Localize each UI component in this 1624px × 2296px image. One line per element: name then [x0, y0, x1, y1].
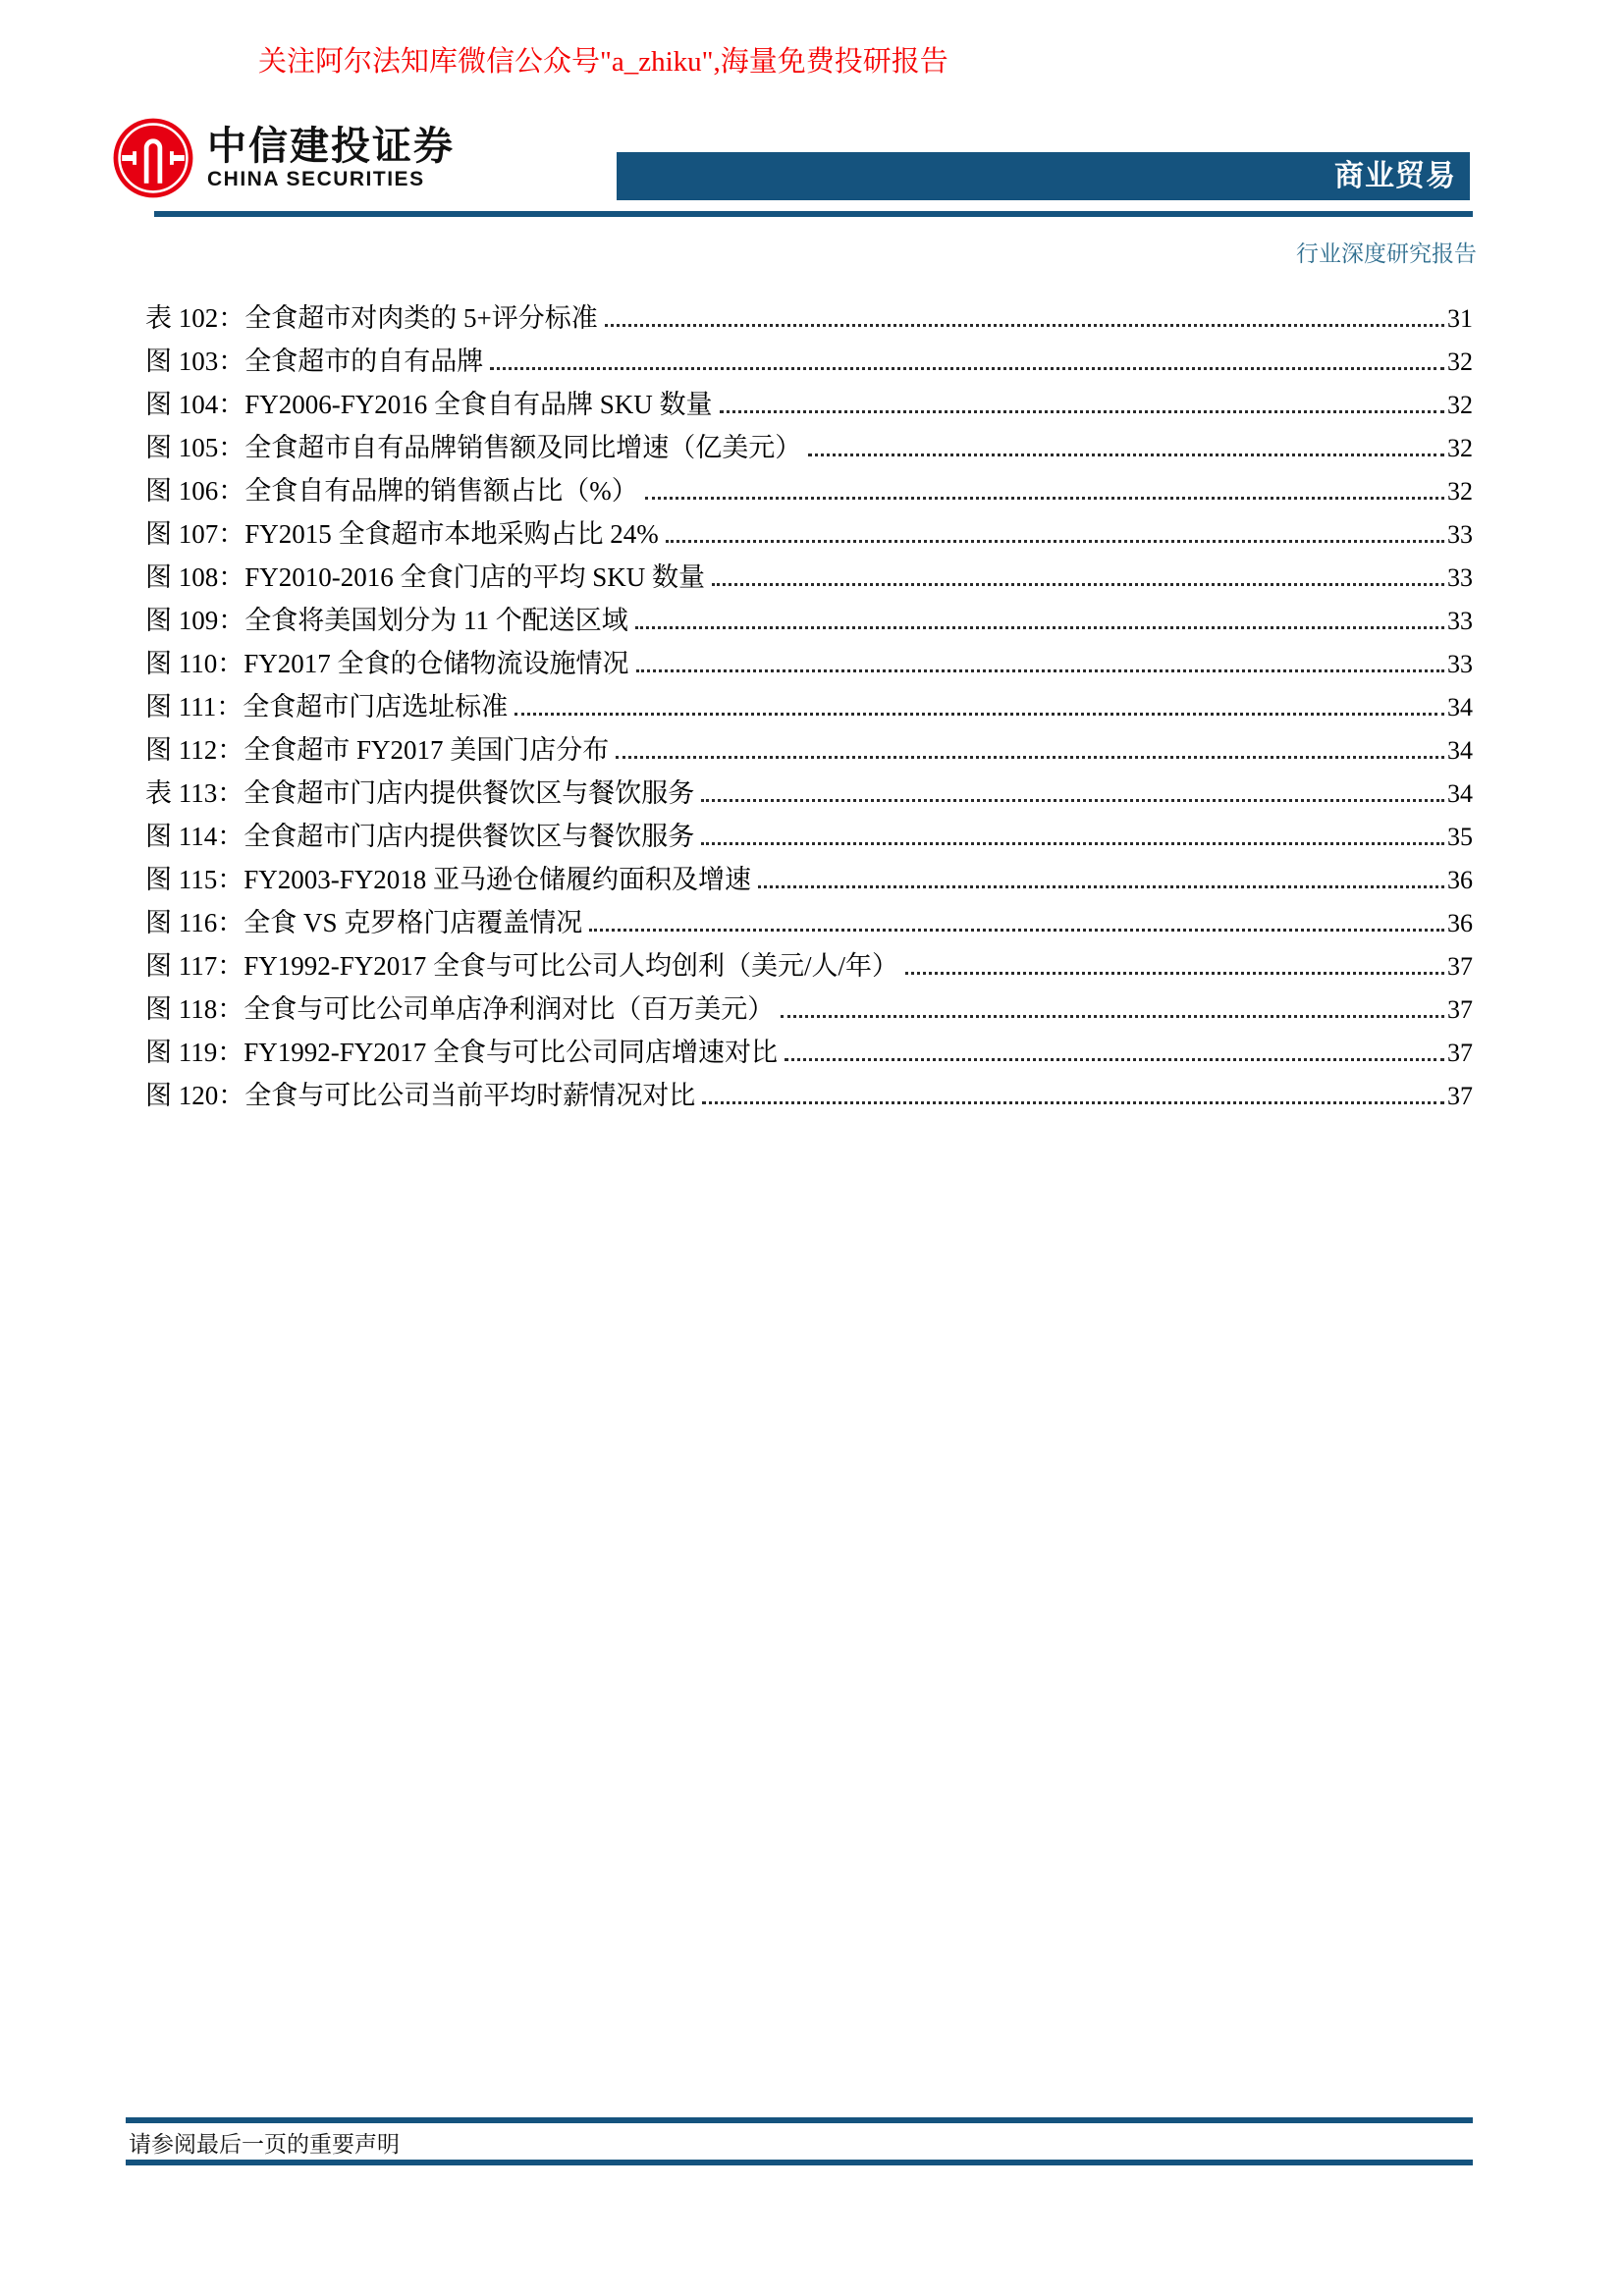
toc-leader-dots: [701, 842, 1444, 845]
toc-leader-dots: [666, 540, 1444, 543]
toc-entry[interactable]: [145, 426, 1473, 469]
toc-entry[interactable]: [145, 1074, 1473, 1117]
toc-entry[interactable]: [145, 988, 1473, 1031]
toc-entry[interactable]: [145, 858, 1473, 901]
company-name-en: CHINA SECURITIES: [207, 168, 425, 191]
toc-entry-page: 31: [1447, 304, 1473, 333]
table-of-contents: [145, 296, 1473, 1117]
toc-entry-label: 图 114：全食超市门店内提供餐饮区与餐饮服务: [145, 822, 695, 851]
toc-leader-dots: [785, 1058, 1444, 1061]
toc-entry[interactable]: [145, 383, 1473, 426]
toc-leader-dots: [781, 1015, 1444, 1018]
industry-category-bar: 商业贸易: [617, 152, 1470, 200]
company-name-cn: 中信建投证券: [207, 124, 455, 169]
toc-entry-page: 32: [1447, 391, 1473, 419]
toc-entry-label: 图 106：全食自有品牌的销售额占比（%）: [145, 476, 638, 506]
toc-leader-dots: [808, 454, 1444, 456]
toc-entry-label: 图 116：全食 VS 克罗格门店覆盖情况: [145, 908, 583, 937]
toc-entry-label: 图 103：全食超市的自有品牌: [145, 347, 484, 376]
toc-entry[interactable]: [145, 685, 1473, 728]
toc-entry-page: 37: [1447, 1082, 1473, 1110]
company-logo-text: [207, 125, 455, 190]
toc-leader-dots: [636, 669, 1444, 672]
toc-entry-label: 图 109：全食将美国划分为 11 个配送区域: [145, 606, 628, 635]
toc-entry-page: 33: [1447, 650, 1473, 678]
toc-leader-dots: [605, 324, 1444, 327]
toc-entry-page: 35: [1447, 823, 1473, 851]
toc-entry-page: 33: [1447, 563, 1473, 592]
toc-entry[interactable]: [145, 944, 1473, 988]
toc-entry-label: 图 112：全食超市 FY2017 美国门店分布: [145, 735, 610, 765]
toc-entry[interactable]: [145, 642, 1473, 685]
footer-divider-top: [126, 2117, 1473, 2123]
toc-leader-dots: [645, 497, 1444, 500]
toc-leader-dots: [589, 929, 1444, 932]
toc-entry-label: 图 120：全食与可比公司当前平均时薪情况对比: [145, 1081, 696, 1110]
toc-leader-dots: [758, 885, 1444, 888]
toc-entry-label: 表 113：全食超市门店内提供餐饮区与餐饮服务: [145, 778, 695, 808]
header-divider: [154, 211, 1473, 217]
toc-leader-dots: [514, 713, 1444, 716]
toc-entry-page: 34: [1447, 779, 1473, 808]
toc-entry[interactable]: [145, 815, 1473, 858]
toc-leader-dots: [702, 1101, 1444, 1104]
toc-entry-label: 图 107：FY2015 全食超市本地采购占比 24%: [145, 519, 659, 549]
toc-entry-page: 36: [1447, 866, 1473, 894]
toc-entry-label: 图 104：FY2006-FY2016 全食自有品牌 SKU 数量: [145, 390, 713, 419]
toc-entry-label: 图 117：FY1992-FY2017 全食与可比公司人均创利（美元/人/年）: [145, 951, 899, 981]
toc-entry[interactable]: [145, 1031, 1473, 1074]
toc-entry-page: 32: [1447, 347, 1473, 376]
toc-entry-page: 33: [1447, 607, 1473, 635]
toc-leader-dots: [616, 756, 1444, 759]
toc-entry[interactable]: [145, 512, 1473, 556]
toc-entry-page: 37: [1447, 1039, 1473, 1067]
toc-entry-label: 图 119：FY1992-FY2017 全食与可比公司同店增速对比: [145, 1038, 779, 1067]
toc-entry-label: 图 115：FY2003-FY2018 亚马逊仓储履约面积及增速: [145, 865, 752, 894]
toc-entry-page: 33: [1447, 520, 1473, 549]
toc-entry[interactable]: [145, 599, 1473, 642]
toc-entry[interactable]: [145, 772, 1473, 815]
toc-entry-label: 图 118：全食与可比公司单店净利润对比（百万美元）: [145, 994, 775, 1024]
company-logo-icon: [111, 116, 195, 200]
toc-entry-page: 32: [1447, 434, 1473, 462]
toc-leader-dots: [905, 972, 1444, 975]
toc-entry-label: 图 110：FY2017 全食的仓储物流设施情况: [145, 649, 629, 678]
toc-leader-dots: [701, 799, 1444, 802]
toc-leader-dots: [635, 626, 1444, 629]
footer-disclaimer: 请参阅最后一页的重要声明: [129, 2132, 400, 2157]
company-logo: [111, 116, 455, 200]
toc-entry[interactable]: [145, 728, 1473, 772]
toc-entry[interactable]: [145, 901, 1473, 944]
toc-entry-page: 37: [1447, 952, 1473, 981]
toc-leader-dots: [490, 367, 1444, 370]
footer-divider-bottom: [126, 2160, 1473, 2165]
toc-entry[interactable]: [145, 556, 1473, 599]
toc-entry-label: 图 111：全食超市门店选址标准: [145, 692, 509, 721]
toc-entry[interactable]: [145, 469, 1473, 512]
toc-entry-page: 37: [1447, 995, 1473, 1024]
toc-entry-label: 图 108：FY2010-2016 全食门店的平均 SKU 数量: [145, 562, 706, 592]
toc-entry[interactable]: [145, 340, 1473, 383]
toc-entry-page: 32: [1447, 477, 1473, 506]
report-type-label: 行业深度研究报告: [1296, 241, 1477, 266]
promo-banner-text: 关注阿尔法知库微信公众号"a_zhiku",海量免费投研报告: [258, 46, 948, 78]
toc-entry-label: 表 102：全食超市对肉类的 5+评分标准: [145, 303, 598, 333]
toc-entry-page: 34: [1447, 693, 1473, 721]
toc-leader-dots: [720, 410, 1444, 413]
toc-entry-label: 图 105：全食超市自有品牌销售额及同比增速（亿美元）: [145, 433, 802, 462]
toc-leader-dots: [712, 583, 1444, 586]
toc-entry-page: 34: [1447, 736, 1473, 765]
toc-entry[interactable]: [145, 296, 1473, 340]
toc-entry-page: 36: [1447, 909, 1473, 937]
